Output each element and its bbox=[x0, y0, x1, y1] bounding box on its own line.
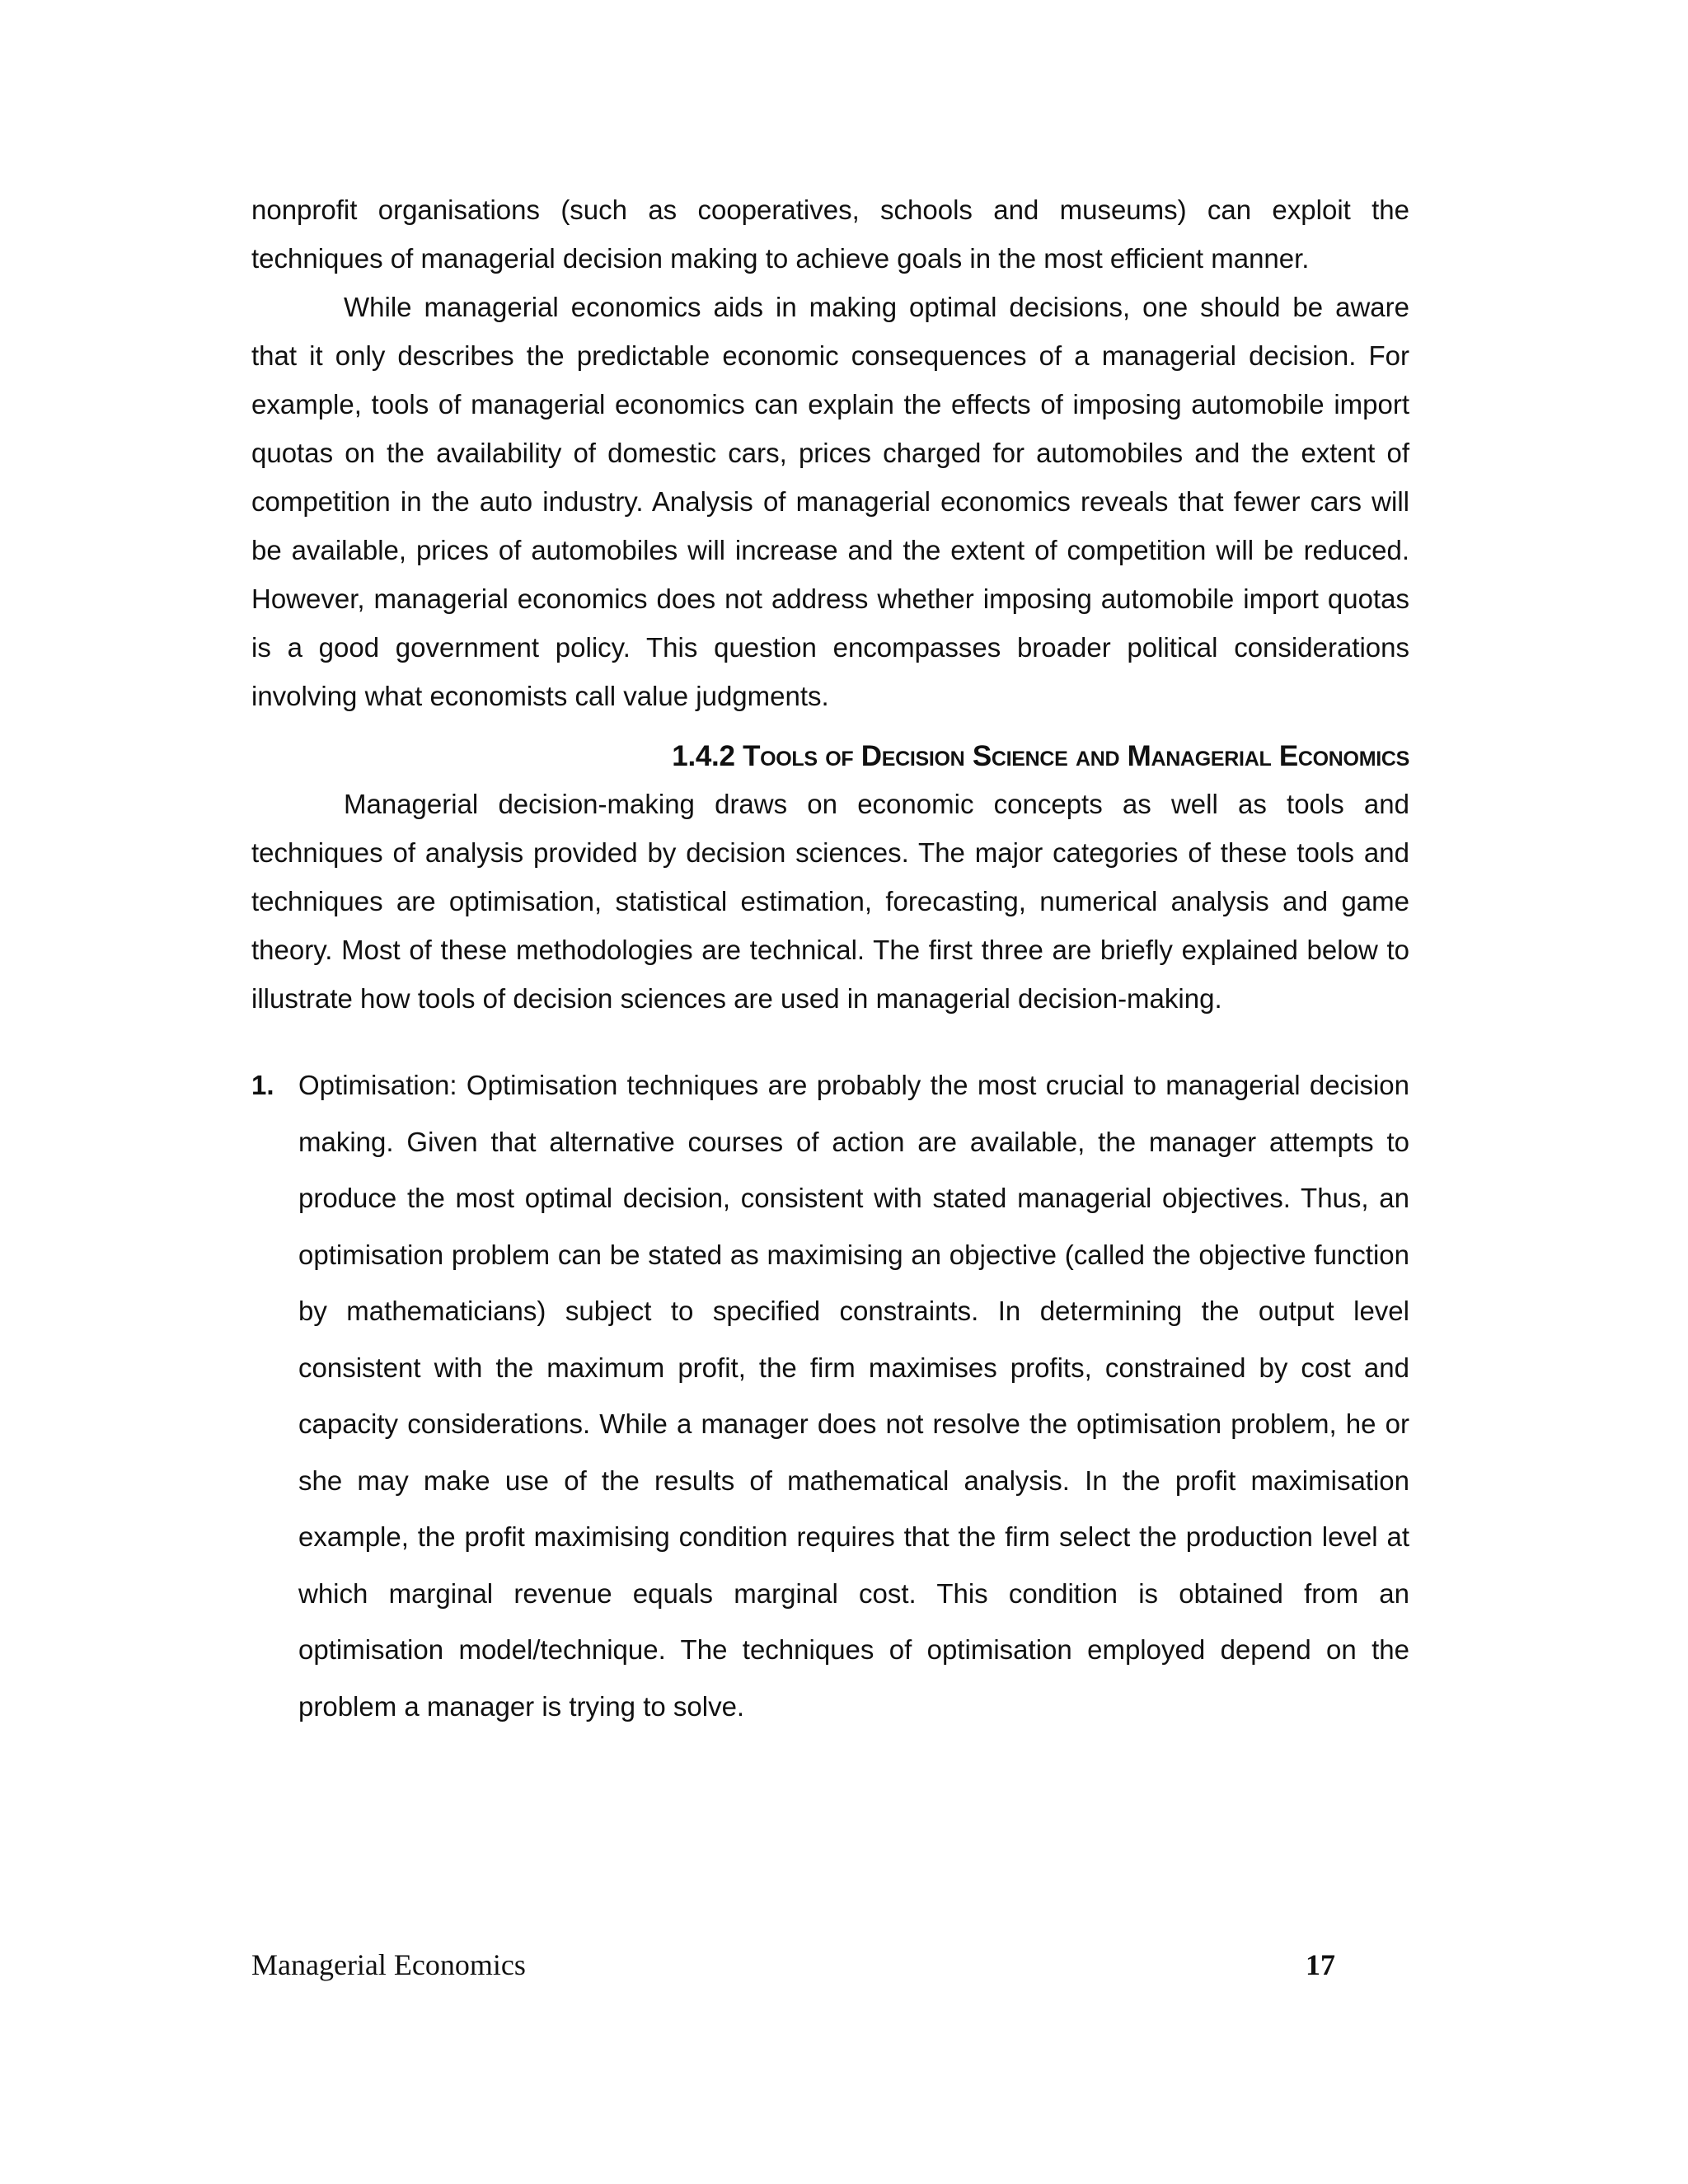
numbered-list bbox=[251, 1057, 1409, 1735]
list-item-text: Optimisation: Optimisation techniques are probably the most crucial to managerial decision making. Given that alternative courses of action are available, the manager attempts to produce the most optimal decision, consistent with stated managerial objectives. Thus, an optimisation problem can be stated as maximising an objective (called the objective function by mathematicians) subject to specified constraints. In determining the output level consistent with the maximum profit, the firm maximises profits, constrained by cost and capacity considerations. While a manager does not resolve the optimisation problem, he or she may make use of the results of mathematical analysis. In the profit maximisation example, the profit maximising condition requires that the firm select the production level at which marginal revenue equals marginal cost. This condition is obtained from an optimisation model/technique. The techniques of optimisation employed depend on the problem a manager is trying to solve. bbox=[298, 1070, 1409, 1722]
paragraph-value-judgments: While managerial economics aids in making optimal decisions, one should be aware that it only describes the predictable economic consequences of a managerial decision. For example, tools of managerial economics can explain the effects of imposing automobile import quotas on the availability of domestic cars, prices charged for automobiles and the extent of competition in the auto industry. Analysis of managerial economics reveals that fewer cars will be available, prices of automobiles will increase and the extent of competition will be reduced. However, managerial economics does not address whether imposing automobile import quotas is a good government policy. This question encompasses broader political considerations involving what economists call value judgments. bbox=[251, 292, 1409, 711]
list-item bbox=[251, 1057, 1409, 1735]
page-content bbox=[251, 185, 1409, 1735]
list-item-number: 1. bbox=[251, 1070, 274, 1100]
intro-paragraph: nonprofit organisations (such as cooperatives, schools and museums) can exploit the techniques of managerial decision making to achieve goals in the most efficient manner. bbox=[251, 194, 1409, 274]
footer-title: Managerial Economics bbox=[251, 1948, 526, 1981]
paragraph-decision-sciences: Managerial decision-making draws on economic concepts as well as tools and techniques of analysis provided by decision sciences. The major categories of these tools and techniques are optimisation, statistical estimation, forecasting, numerical analysis and game theory. Most of these methodologies are technical. The first three are briefly explained below to illustrate how tools of decision sciences are used in managerial decision-making. bbox=[251, 789, 1409, 1014]
page-number: 17 bbox=[1306, 1948, 1335, 1981]
section-heading: 1.4.2 Tools of Decision Science and Managerial Economics bbox=[672, 740, 1409, 772]
